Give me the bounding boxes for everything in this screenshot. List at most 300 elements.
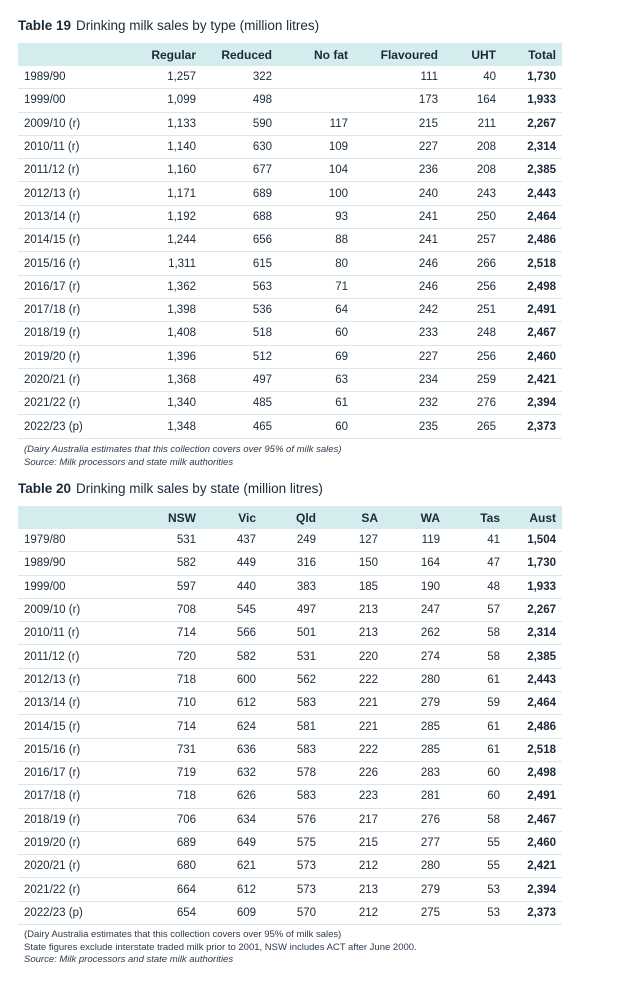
table-cell: 283	[384, 761, 446, 784]
table-cell: 1,160	[118, 159, 202, 182]
table-cell: 718	[118, 668, 202, 691]
table-cell: 316	[262, 552, 322, 575]
row-label: 2014/15 (r)	[18, 715, 118, 738]
table-cell: 578	[262, 761, 322, 784]
table-row	[18, 252, 562, 275]
total-cell: 2,385	[502, 159, 562, 182]
table-cell: 64	[278, 298, 354, 321]
column-header	[18, 43, 118, 66]
table-cell: 71	[278, 275, 354, 298]
table-cell: 57	[446, 598, 506, 621]
table-19	[18, 43, 562, 439]
table-cell: 234	[354, 368, 444, 391]
column-header: Tas	[480, 510, 500, 525]
total-cell: 2,486	[502, 229, 562, 252]
column-header: Aust	[529, 510, 556, 525]
table-row	[18, 645, 562, 668]
row-label: 2012/13 (r)	[18, 182, 118, 205]
table-cell: 680	[118, 855, 202, 878]
row-label: 2018/19 (r)	[18, 808, 118, 831]
table-cell: 512	[202, 345, 278, 368]
row-label: 1979/80	[18, 529, 118, 552]
table-cell: 498	[202, 89, 278, 112]
table-cell: 714	[118, 715, 202, 738]
table-cell: 256	[444, 345, 502, 368]
total-cell: 2,498	[506, 761, 562, 784]
table-cell: 563	[202, 275, 278, 298]
table-row	[18, 692, 562, 715]
table-19-heading	[18, 18, 319, 33]
table-cell: 710	[118, 692, 202, 715]
table-cell: 664	[118, 878, 202, 901]
row-label: 1989/90	[18, 552, 118, 575]
table-row	[18, 901, 562, 924]
table-row	[18, 66, 562, 89]
table-cell: 150	[322, 552, 384, 575]
table-cell: 60	[446, 761, 506, 784]
table-cell: 61	[446, 668, 506, 691]
table-row	[18, 808, 562, 831]
row-label: 2013/14 (r)	[18, 205, 118, 228]
row-label: 2016/17 (r)	[18, 275, 118, 298]
table-cell: 570	[262, 901, 322, 924]
row-label: 2010/11 (r)	[18, 622, 118, 645]
table-cell: 1,192	[118, 205, 202, 228]
total-cell: 2,486	[506, 715, 562, 738]
row-label: 2013/14 (r)	[18, 692, 118, 715]
table-row	[18, 552, 562, 575]
total-cell: 1,933	[502, 89, 562, 112]
table-cell: 634	[202, 808, 262, 831]
table-cell: 536	[202, 298, 278, 321]
table-cell: 242	[354, 298, 444, 321]
table-cell: 243	[444, 182, 502, 205]
table-cell: 93	[278, 205, 354, 228]
table-cell: 501	[262, 622, 322, 645]
total-cell: 2,443	[502, 182, 562, 205]
row-label: 2012/13 (r)	[18, 668, 118, 691]
row-label: 2016/17 (r)	[18, 761, 118, 784]
table-cell: 247	[384, 598, 446, 621]
total-cell: 1,933	[506, 575, 562, 598]
total-cell: 2,373	[502, 415, 562, 438]
table-cell: 236	[354, 159, 444, 182]
table-row	[18, 761, 562, 784]
table-cell: 266	[444, 252, 502, 275]
table-cell: 531	[262, 645, 322, 668]
total-cell: 2,314	[506, 622, 562, 645]
table-cell: 215	[354, 112, 444, 135]
table-cell: 1,244	[118, 229, 202, 252]
table-row	[18, 785, 562, 808]
table-cell: 240	[354, 182, 444, 205]
table-cell: 714	[118, 622, 202, 645]
row-label: 2020/21 (r)	[18, 368, 118, 391]
table-cell: 235	[354, 415, 444, 438]
table-cell: 257	[444, 229, 502, 252]
table-cell: 208	[444, 135, 502, 158]
total-cell: 2,421	[506, 855, 562, 878]
table-cell: 612	[202, 878, 262, 901]
table-row	[18, 298, 562, 321]
table-cell: 251	[444, 298, 502, 321]
table-cell: 449	[202, 552, 262, 575]
total-cell: 2,443	[506, 668, 562, 691]
table-cell: 41	[446, 529, 506, 552]
table-cell: 1,348	[118, 415, 202, 438]
row-label: 2014/15 (r)	[18, 229, 118, 252]
table-20-number: Table 20	[18, 481, 72, 496]
table-cell: 285	[384, 715, 446, 738]
table-cell: 212	[322, 855, 384, 878]
table-cell: 61	[446, 738, 506, 761]
table-cell: 250	[444, 205, 502, 228]
table-cell: 241	[354, 229, 444, 252]
total-cell: 2,498	[502, 275, 562, 298]
column-header: UHT	[471, 47, 496, 62]
total-cell: 2,518	[502, 252, 562, 275]
table-cell: 1,140	[118, 135, 202, 158]
table-cell: 259	[444, 368, 502, 391]
table-row	[18, 878, 562, 901]
table-cell: 1,133	[118, 112, 202, 135]
table-cell: 1,340	[118, 392, 202, 415]
row-label: 1989/90	[18, 66, 118, 89]
table-cell: 590	[202, 112, 278, 135]
total-cell: 2,491	[506, 785, 562, 808]
table-cell: 55	[446, 855, 506, 878]
table-row	[18, 668, 562, 691]
table-cell: 208	[444, 159, 502, 182]
table-row	[18, 598, 562, 621]
table-20-header-row	[18, 506, 562, 529]
table-cell: 58	[446, 622, 506, 645]
column-header: Qld	[296, 510, 316, 525]
table-cell: 1,171	[118, 182, 202, 205]
table-cell: 59	[446, 692, 506, 715]
total-cell: 2,394	[506, 878, 562, 901]
table-cell: 485	[202, 392, 278, 415]
table-row	[18, 831, 562, 854]
table-cell: 632	[202, 761, 262, 784]
table-cell: 688	[202, 205, 278, 228]
table-cell: 636	[202, 738, 262, 761]
table-cell: 279	[384, 878, 446, 901]
table-cell	[278, 66, 354, 89]
table-20-note2: State figures exclude interstate traded milk prior to 2001, NSW includes ACT after June 2000.	[24, 941, 417, 953]
table-cell: 185	[322, 575, 384, 598]
table-cell: 109	[278, 135, 354, 158]
table-row	[18, 368, 562, 391]
table-cell: 545	[202, 598, 262, 621]
table-cell: 117	[278, 112, 354, 135]
table-cell: 222	[322, 668, 384, 691]
table-cell: 719	[118, 761, 202, 784]
row-label: 2021/22 (r)	[18, 392, 118, 415]
table-cell: 1,396	[118, 345, 202, 368]
table-20-title: Drinking milk sales by state (million litres)	[76, 481, 323, 496]
column-header: Regular	[151, 47, 196, 62]
table-cell: 60	[446, 785, 506, 808]
row-label: 2018/19 (r)	[18, 322, 118, 345]
table-row	[18, 182, 562, 205]
total-cell: 2,267	[506, 598, 562, 621]
table-cell: 48	[446, 575, 506, 598]
table-cell: 246	[354, 252, 444, 275]
total-cell: 1,504	[506, 529, 562, 552]
total-cell: 2,373	[506, 901, 562, 924]
column-header: WA	[420, 510, 440, 525]
table-20-heading	[18, 481, 323, 496]
table-cell: 1,368	[118, 368, 202, 391]
row-label: 2022/23 (p)	[18, 901, 118, 924]
total-cell: 1,730	[502, 66, 562, 89]
table-cell: 720	[118, 645, 202, 668]
table-cell: 61	[446, 715, 506, 738]
table-cell: 1,398	[118, 298, 202, 321]
table-cell: 226	[322, 761, 384, 784]
table-row	[18, 112, 562, 135]
table-row	[18, 159, 562, 182]
table-row	[18, 89, 562, 112]
table-cell: 80	[278, 252, 354, 275]
table-cell: 626	[202, 785, 262, 808]
table-cell: 212	[322, 901, 384, 924]
row-label: 2011/12 (r)	[18, 645, 118, 668]
column-header	[18, 506, 118, 529]
table-cell: 437	[202, 529, 262, 552]
table-cell: 1,362	[118, 275, 202, 298]
table-cell: 249	[262, 529, 322, 552]
table-cell: 211	[444, 112, 502, 135]
table-cell: 677	[202, 159, 278, 182]
row-label: 2009/10 (r)	[18, 112, 118, 135]
table-row	[18, 415, 562, 438]
table-cell: 55	[446, 831, 506, 854]
table-cell: 275	[384, 901, 446, 924]
table-cell: 597	[118, 575, 202, 598]
table-row	[18, 392, 562, 415]
column-header: SA	[361, 510, 378, 525]
table-cell: 583	[262, 785, 322, 808]
table-cell: 280	[384, 668, 446, 691]
table-cell: 624	[202, 715, 262, 738]
table-cell: 256	[444, 275, 502, 298]
table-19-notes	[24, 444, 342, 469]
table-cell: 615	[202, 252, 278, 275]
table-cell: 583	[262, 738, 322, 761]
table-cell: 277	[384, 831, 446, 854]
row-label: 2017/18 (r)	[18, 298, 118, 321]
table-19-number: Table 19	[18, 18, 72, 33]
total-cell: 2,314	[502, 135, 562, 158]
row-label: 2011/12 (r)	[18, 159, 118, 182]
table-cell: 630	[202, 135, 278, 158]
total-cell: 2,467	[506, 808, 562, 831]
table-cell: 497	[262, 598, 322, 621]
total-cell: 2,464	[506, 692, 562, 715]
table-row	[18, 229, 562, 252]
table-cell: 689	[118, 831, 202, 854]
table-cell: 274	[384, 645, 446, 668]
table-cell: 53	[446, 901, 506, 924]
table-cell: 575	[262, 831, 322, 854]
table-20-notes	[24, 929, 417, 967]
table-cell: 164	[384, 552, 446, 575]
table-cell: 58	[446, 645, 506, 668]
table-20	[18, 506, 562, 925]
table-cell: 265	[444, 415, 502, 438]
table-cell: 573	[262, 855, 322, 878]
row-label: 2017/18 (r)	[18, 785, 118, 808]
table-cell: 217	[322, 808, 384, 831]
table-cell: 213	[322, 598, 384, 621]
table-cell: 221	[322, 715, 384, 738]
table-row	[18, 738, 562, 761]
column-header: NSW	[168, 510, 196, 525]
table-cell: 656	[202, 229, 278, 252]
column-header: Reduced	[221, 47, 272, 62]
table-cell: 58	[446, 808, 506, 831]
table-cell: 276	[384, 808, 446, 831]
table-cell: 164	[444, 89, 502, 112]
table-cell: 531	[118, 529, 202, 552]
row-label: 2009/10 (r)	[18, 598, 118, 621]
total-cell: 2,394	[502, 392, 562, 415]
table-cell: 465	[202, 415, 278, 438]
column-header: No fat	[314, 47, 348, 62]
total-cell: 1,730	[506, 552, 562, 575]
table-cell: 221	[322, 692, 384, 715]
table-cell: 566	[202, 622, 262, 645]
total-cell: 2,385	[506, 645, 562, 668]
table-cell: 53	[446, 878, 506, 901]
row-label: 2019/20 (r)	[18, 831, 118, 854]
table-19-title: Drinking milk sales by type (million litres)	[76, 18, 320, 33]
total-cell: 2,460	[502, 345, 562, 368]
table-cell: 621	[202, 855, 262, 878]
table-cell: 600	[202, 668, 262, 691]
table-cell: 1,099	[118, 89, 202, 112]
table-cell: 731	[118, 738, 202, 761]
table-19-note: (Dairy Australia estimates that this collection covers over 95% of milk sales)	[24, 444, 342, 455]
table-cell: 383	[262, 575, 322, 598]
table-cell: 609	[202, 901, 262, 924]
table-19-header-row	[18, 43, 562, 66]
table-cell: 47	[446, 552, 506, 575]
table-cell: 119	[384, 529, 446, 552]
total-cell: 2,518	[506, 738, 562, 761]
total-cell: 2,460	[506, 831, 562, 854]
row-label: 2019/20 (r)	[18, 345, 118, 368]
column-header: Vic	[238, 510, 256, 525]
table-cell: 581	[262, 715, 322, 738]
table-cell: 440	[202, 575, 262, 598]
table-cell: 111	[354, 66, 444, 89]
row-label: 2010/11 (r)	[18, 135, 118, 158]
table-cell: 127	[322, 529, 384, 552]
table-20-source: Source: Milk processors and state milk authorities	[24, 954, 234, 965]
table-cell: 173	[354, 89, 444, 112]
total-cell: 2,464	[502, 205, 562, 228]
table-cell: 576	[262, 808, 322, 831]
table-cell: 279	[384, 692, 446, 715]
table-row	[18, 622, 562, 645]
row-label: 2015/16 (r)	[18, 252, 118, 275]
table-cell: 583	[262, 692, 322, 715]
table-cell: 708	[118, 598, 202, 621]
total-cell: 2,491	[502, 298, 562, 321]
table-cell: 223	[322, 785, 384, 808]
table-cell: 190	[384, 575, 446, 598]
table-cell: 220	[322, 645, 384, 668]
table-cell: 649	[202, 831, 262, 854]
table-cell: 227	[354, 135, 444, 158]
row-label: 2015/16 (r)	[18, 738, 118, 761]
table-cell: 322	[202, 66, 278, 89]
total-cell: 2,421	[502, 368, 562, 391]
table-cell: 61	[278, 392, 354, 415]
table-row	[18, 205, 562, 228]
table-cell: 40	[444, 66, 502, 89]
table-cell: 497	[202, 368, 278, 391]
table-cell: 718	[118, 785, 202, 808]
table-cell: 233	[354, 322, 444, 345]
table-cell: 689	[202, 182, 278, 205]
table-cell: 227	[354, 345, 444, 368]
table-19-source: Source: Milk processors and state milk authorities	[24, 456, 234, 468]
table-cell: 213	[322, 878, 384, 901]
table-cell: 100	[278, 182, 354, 205]
table-20-note: (Dairy Australia estimates that this collection covers over 95% of milk sales)	[24, 929, 342, 940]
total-cell: 2,267	[502, 112, 562, 135]
row-label: 1999/00	[18, 575, 118, 598]
table-cell: 573	[262, 878, 322, 901]
table-cell: 562	[262, 668, 322, 691]
table-cell: 1,257	[118, 66, 202, 89]
table-row	[18, 275, 562, 298]
table-cell: 281	[384, 785, 446, 808]
table-cell: 612	[202, 692, 262, 715]
table-row	[18, 322, 562, 345]
column-header: Total	[528, 47, 556, 62]
column-header: Flavoured	[380, 47, 438, 62]
table-cell: 241	[354, 205, 444, 228]
table-cell: 213	[322, 622, 384, 645]
table-row	[18, 855, 562, 878]
table-cell: 262	[384, 622, 446, 645]
total-cell: 2,467	[502, 322, 562, 345]
row-label: 1999/00	[18, 89, 118, 112]
table-cell: 222	[322, 738, 384, 761]
table-cell	[278, 89, 354, 112]
table-row	[18, 345, 562, 368]
table-cell: 88	[278, 229, 354, 252]
table-cell: 582	[202, 645, 262, 668]
table-row	[18, 135, 562, 158]
table-cell: 654	[118, 901, 202, 924]
table-cell: 276	[444, 392, 502, 415]
table-cell: 285	[384, 738, 446, 761]
table-cell: 582	[118, 552, 202, 575]
table-cell: 63	[278, 368, 354, 391]
table-cell: 1,311	[118, 252, 202, 275]
table-cell: 232	[354, 392, 444, 415]
table-row	[18, 529, 562, 552]
table-cell: 246	[354, 275, 444, 298]
table-cell: 518	[202, 322, 278, 345]
table-cell: 215	[322, 831, 384, 854]
